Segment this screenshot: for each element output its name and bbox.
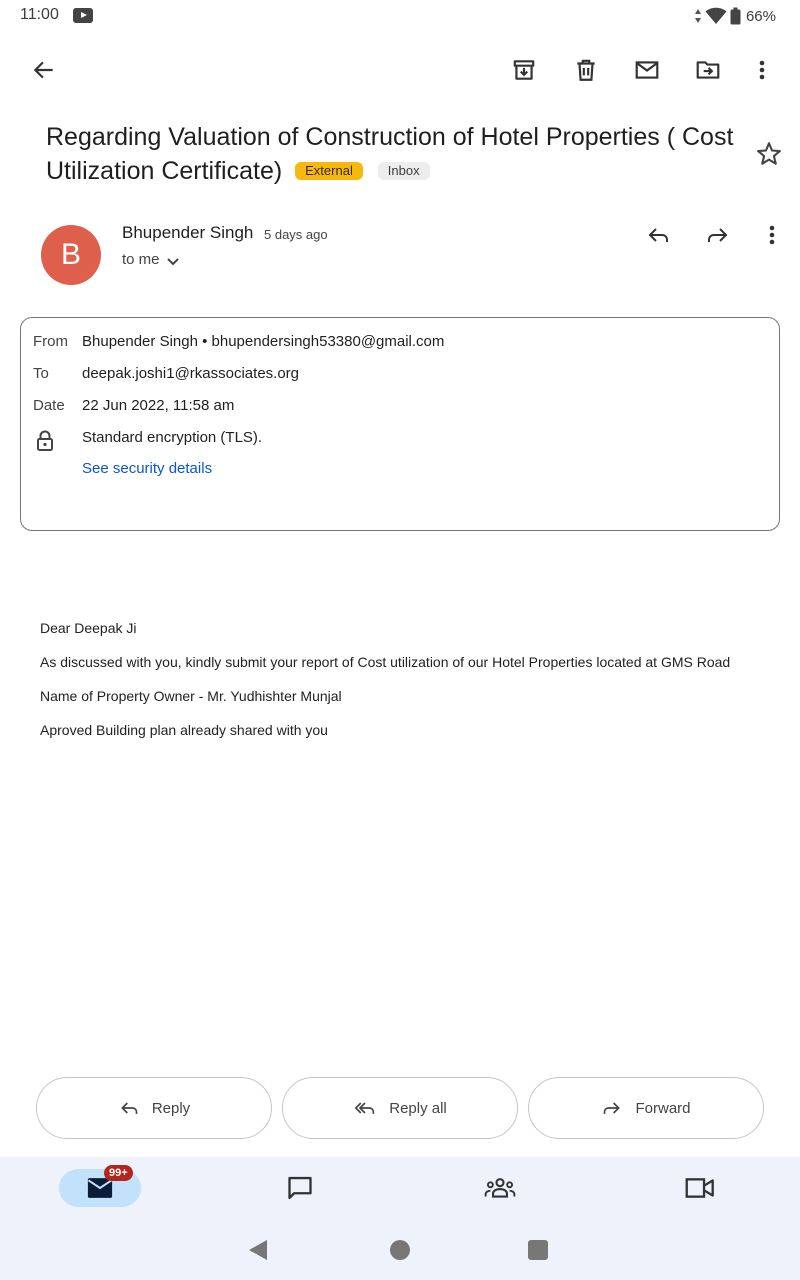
triangle-back-icon: [247, 1238, 269, 1262]
security-details-link[interactable]: See security details: [82, 460, 213, 477]
email-subject: [46, 120, 736, 188]
system-recents-button[interactable]: [518, 1233, 558, 1267]
forward-icon: [601, 1098, 623, 1118]
system-back-button[interactable]: [238, 1233, 278, 1267]
status-indicators: [694, 5, 776, 27]
delete-button[interactable]: [566, 50, 606, 90]
recipient-summary: to me: [122, 251, 160, 268]
arrow-back-icon: [31, 57, 57, 83]
star-icon: [755, 140, 783, 168]
reply-icon: [118, 1098, 140, 1118]
square-recents-icon: [527, 1239, 549, 1261]
body-line: As discussed with you, kindly submit your report of Cost utilization of our Hotel Properties located at GMS Road: [40, 654, 731, 670]
forward-label: Forward: [635, 1099, 691, 1117]
chevron-up-icon: [166, 257, 180, 267]
lock-icon: [36, 430, 54, 452]
sender-avatar[interactable]: B: [41, 225, 101, 285]
system-home-button[interactable]: [380, 1233, 420, 1267]
reply-all-icon: [353, 1098, 377, 1118]
data-arrows-icon: [694, 8, 702, 24]
wifi-icon: [705, 7, 727, 25]
status-bar: [0, 0, 800, 32]
to-label: To: [33, 365, 49, 382]
youtube-notification-icon: [73, 8, 93, 23]
people-group-icon: [484, 1175, 516, 1201]
message-more-button[interactable]: [752, 215, 792, 255]
battery-percent: 66%: [745, 7, 776, 25]
reply-label: Reply: [151, 1099, 191, 1117]
reply-icon-button[interactable]: [638, 215, 678, 255]
mark-unread-button[interactable]: [627, 50, 667, 90]
nav-meet[interactable]: [659, 1169, 741, 1207]
reply-all-button[interactable]: [282, 1077, 518, 1139]
external-badge: External: [295, 162, 363, 180]
battery-icon: [730, 7, 741, 25]
star-button[interactable]: [749, 134, 789, 174]
nav-spaces[interactable]: [459, 1169, 541, 1207]
sender-name: Bhupender Singh: [122, 223, 254, 242]
message-details-card: [20, 317, 780, 531]
chat-icon: [286, 1174, 314, 1202]
encryption-info: Standard encryption (TLS).: [82, 429, 263, 446]
forward-icon: [705, 223, 731, 247]
mail-icon: [633, 57, 661, 83]
sent-time: 5 days ago: [264, 227, 328, 242]
forward-icon-button[interactable]: [698, 215, 738, 255]
recipient-toggle[interactable]: [122, 251, 180, 268]
move-to-button[interactable]: [688, 50, 728, 90]
date-value: 22 Jun 2022, 11:58 am: [82, 397, 235, 414]
nav-mail[interactable]: [59, 1169, 141, 1207]
body-line: Dear Deepak Ji: [40, 620, 137, 636]
move-to-folder-icon: [694, 57, 722, 83]
body-line: Aproved Building plan already shared with you: [40, 722, 328, 738]
more-vert-icon: [768, 222, 776, 248]
forward-button[interactable]: [528, 1077, 764, 1139]
nav-chat[interactable]: [259, 1169, 341, 1207]
subject-text: Regarding Valuation of Construction of Hotel Properties ( Cost Utilization Certificate): [46, 123, 734, 185]
status-time: 11:00: [20, 6, 59, 23]
archive-button[interactable]: [504, 50, 544, 90]
more-options-button[interactable]: [742, 50, 782, 90]
more-vert-icon: [758, 57, 766, 83]
from-label: From: [33, 333, 68, 350]
archive-icon: [511, 57, 537, 83]
unread-count-badge: 99+: [104, 1165, 133, 1181]
reply-icon: [645, 223, 671, 247]
reply-all-label: Reply all: [389, 1099, 447, 1117]
back-button[interactable]: [24, 50, 64, 90]
to-value: deepak.joshi1@rkassociates.org: [82, 365, 300, 382]
video-camera-icon: [685, 1176, 715, 1200]
circle-home-icon: [389, 1239, 411, 1261]
body-line: Name of Property Owner - Mr. Yudhishter Munjal: [40, 688, 342, 704]
from-value: Bhupender Singh • bhupendersingh53380@gmail.com: [82, 333, 445, 350]
trash-icon: [573, 57, 599, 83]
date-label: Date: [33, 397, 65, 414]
inbox-label[interactable]: Inbox: [378, 162, 430, 180]
reply-button[interactable]: [36, 1077, 272, 1139]
